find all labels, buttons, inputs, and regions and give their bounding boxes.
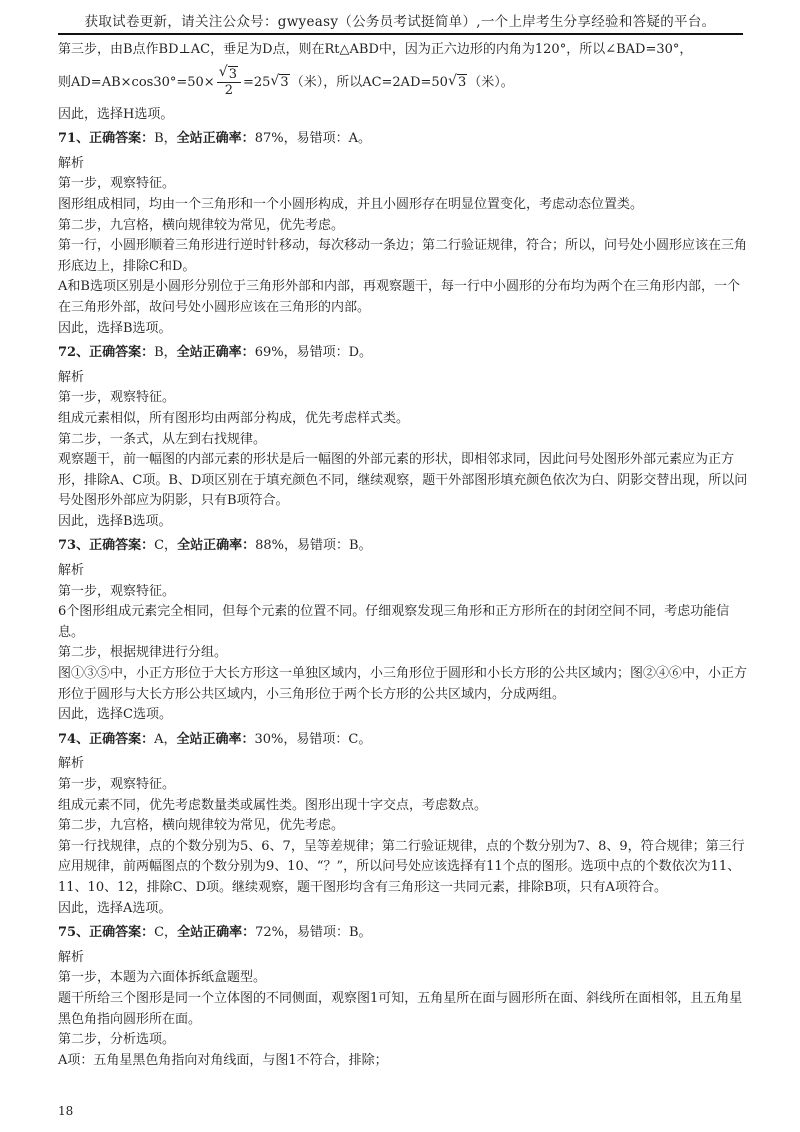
fraction: √ $\frac{3}{2}$ bbox=[217, 67, 241, 98]
analysis-line: 因此，选择C选项。 bbox=[58, 707, 172, 723]
answer-line-75: 75、正确答案：C，全站正确率：72%，易错项：B。 bbox=[58, 925, 372, 941]
analysis-line: 第二步，九宫格，横向规律较为常见，优先考虑。 bbox=[58, 818, 345, 834]
sqrt-symbol: √ 3 bbox=[271, 61, 289, 105]
sqrt-symbol: √ 3 bbox=[449, 61, 467, 105]
analysis-line: 第一步，观察特征。 bbox=[58, 176, 176, 192]
prev-step-line: 第三步，由B点作BD⊥AC，垂足为D点，则在Rt△ABD中，因为正六边形的内角为120°，所以∠BAD=30°， bbox=[58, 42, 693, 57]
analysis-label-75: 解析 bbox=[58, 949, 85, 965]
analysis-line: 观察题干，前一幅图的内部元素的形状是后一幅图的外部元素的形状，即相邻求同，因此问号处图形外部元素应为正方形，排除A、C项。B、D项区别在于填充颜色不同，继续观察，题干外部图形填充颜色依次为白、阴影交替出现，所以问号处图形外部应为阴影，只有B项符合。 bbox=[58, 452, 748, 509]
analysis-line: 图①③⑤中，小正方形位于大长方形这一单独区域内，小三角形位于圆形和小长方形的公共区域内；图②④⑥中，小正方形位于圆形与大长方形公共区域内，小三角形位于两个长方形的公共区域内，分成两组。 bbox=[58, 666, 748, 702]
analysis-label-73: 解析 bbox=[58, 563, 85, 579]
math-text-d: （米），所以AC=2AD=50 bbox=[290, 74, 448, 90]
answer-line-74: 74、正确答案：A，全站正确率：30%，易错项：C。 bbox=[58, 731, 372, 747]
prev-conclusion: 因此，选择H选项。 bbox=[58, 106, 174, 122]
analysis-line: 第一步，观察特征。 bbox=[58, 390, 176, 406]
analysis-label-71: 解析 bbox=[58, 155, 85, 171]
answer-line-71: 71、正确答案：B，全站正确率：87%，易错项：A。 bbox=[58, 131, 371, 147]
page-header: 获取试卷更新，请关注公众号：gwyeasy（公务员考试挺简单）,一个上岸考生分享经验和答疑的平台。 bbox=[84, 14, 716, 30]
answer-line-72: 72、正确答案：B，全站正确率：69%，易错项：D。 bbox=[58, 345, 373, 361]
analysis-line: 第一行找规律，点的个数分别为5、6、7，呈等差规律；第二行验证规律，点的个数分别为7、8、9，符合规律；第三行应用规律，前两幅图点的个数分别为9、10、“？”，所以问号处应该选择有11个点的图形。选项中点的个数依次为11、11、10、12，排除C、D项。继续观察，题干图形均含有三角形这一共同元素，排除B项，只有A项符合。 bbox=[58, 838, 745, 895]
analysis-line: 图形组成相同，均由一个三角形和一个小圆形构成，并且小圆形存在明显位置变化，考虑动态位置类。 bbox=[58, 196, 644, 212]
analysis-line: 组成元素不同，优先考虑数量类或属性类。图形出现十字交点，考虑数点。 bbox=[58, 797, 488, 813]
analysis-line: 第一步，观察特征。 bbox=[58, 777, 176, 792]
analysis-line: 第二步，分析选项。 bbox=[58, 1032, 176, 1048]
analysis-line: 第一步，本题为六面体拆纸盒题型。 bbox=[58, 970, 267, 986]
header-divider bbox=[58, 33, 743, 35]
analysis-line: 6个图形组成元素完全相同，但每个元素的位置不同。仔细观察发现三角形和正方形所在的封闭空间不同，考虑功能信息。 bbox=[58, 604, 730, 640]
analysis-line: 因此，选择A选项。 bbox=[58, 900, 172, 916]
document-body bbox=[58, 40, 748, 1071]
math-text-f: （米）。 bbox=[468, 74, 514, 90]
analysis-line: 因此，选择B选项。 bbox=[58, 320, 172, 336]
analysis-line: A和B选项区别是小圆形分别位于三角形外部和内部，再观察题干，每一行中小圆形的分布均为两个在三角形内部，一个在三角形外部，故问号处小圆形应该在三角形的内部。 bbox=[58, 279, 740, 315]
math-text-b: =25 bbox=[242, 74, 271, 90]
sqrt-symbol: √ 3 bbox=[220, 67, 238, 82]
analysis-line: 第二步，根据规律进行分组。 bbox=[58, 645, 228, 661]
analysis-line: 第一行，小圆形顺着三角形进行逆时针移动，每次移动一条边；第二行验证规律，符合；所以，问号处小圆形应该在三角形底边上，排除C和D。 bbox=[58, 238, 748, 274]
analysis-line: 因此，选择B选项。 bbox=[58, 513, 172, 529]
answer-line-73: 73、正确答案：C，全站正确率：88%，易错项：B。 bbox=[58, 538, 372, 554]
analysis-label-74: 解析 bbox=[58, 756, 85, 772]
math-formula-line bbox=[58, 61, 748, 105]
analysis-line: 第二步，一条式，从左到右找规律。 bbox=[58, 431, 267, 447]
page-number: 18 bbox=[58, 1104, 74, 1118]
analysis-line: 组成元素相似，所有图形均由两部分构成，优先考虑样式类。 bbox=[58, 410, 410, 426]
analysis-line: 第一步，观察特征。 bbox=[58, 583, 176, 599]
analysis-label-72: 解析 bbox=[58, 369, 85, 385]
math-text-a: 则AD=AB×cos30°=50× bbox=[58, 74, 215, 90]
analysis-line: 第二步，九宫格，横向规律较为常见，优先考虑。 bbox=[58, 217, 345, 233]
analysis-line: 题干所给三个图形是同一个立体图的不同侧面，观察图1可知，五角星所在面与圆形所在面、斜线所在面相邻，且五角星黑色角指向圆形所在面。 bbox=[58, 990, 743, 1027]
analysis-line: A项：五角星黑色角指向对角线面，与图1不符合，排除； bbox=[58, 1052, 388, 1068]
